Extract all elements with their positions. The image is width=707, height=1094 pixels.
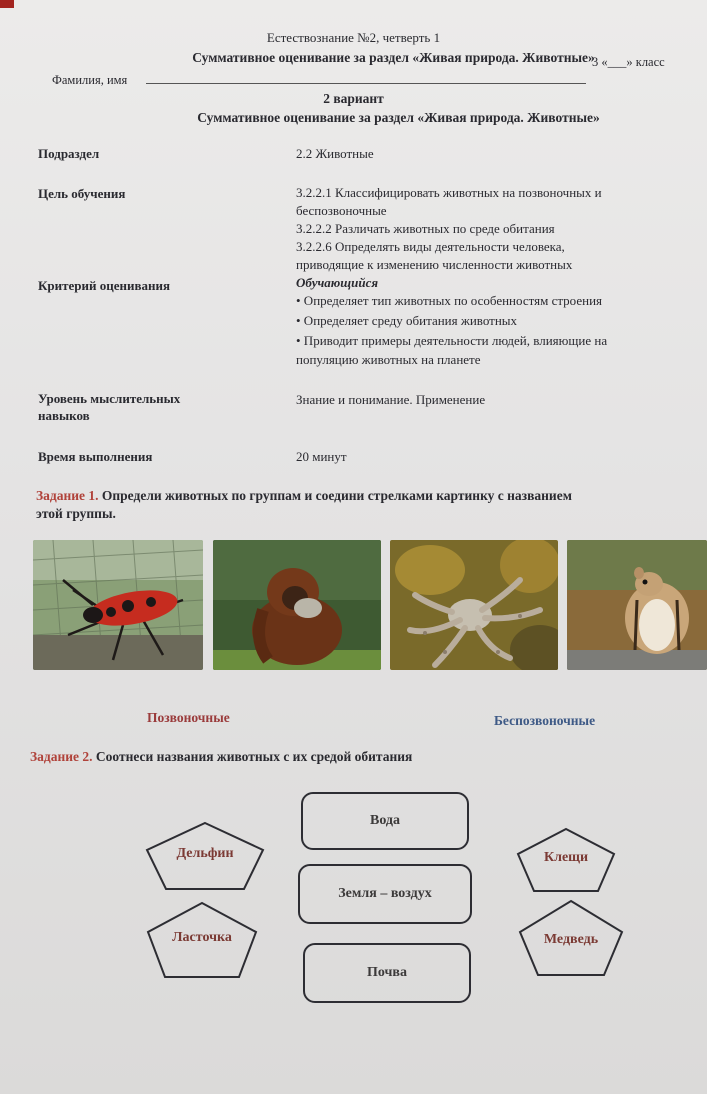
orangutan-photo[interactable] [213,540,381,670]
firebug-photo[interactable] [33,540,203,670]
task1-text: Определи животных по группам и соедини стрелками картинку с названием [101,488,572,503]
thinking-level-label: навыков [38,408,90,423]
duration-label: Время выполнения [38,449,153,464]
class-label: 3 «___» класс [592,55,665,69]
octopus-photo[interactable] [390,540,558,670]
corner-mark [0,0,14,8]
subject-line: Естествознание №2, четверть 1 [266,30,441,45]
task2-instructions [30,749,412,765]
variant-label: 2 вариант [323,91,384,106]
chipmunk-photo[interactable] [567,540,707,670]
habitat-water-box[interactable]: Вода [301,792,469,850]
criteria-line: • Приводит примеры деятельности людей, влияющие на [296,333,608,348]
task2-prefix: Задание 2. [30,749,93,764]
criteria-heading: Обучающийся [296,275,379,290]
animal-ticks-label[interactable]: Клещи [543,850,589,865]
page-title-2: Суммативное оценивание за раздел «Живая природа. Животные» [197,110,600,125]
task1-text-2: этой группы. [36,506,116,521]
learning-goal-line: беспозвоночные [296,203,387,218]
animal-swallow-label[interactable]: Ласточка [172,930,232,945]
animal-bear-label[interactable]: Медведь [543,932,599,947]
animal-dolphin-label[interactable]: Дельфин [176,846,234,861]
subsection-label: Подраздел [38,146,100,161]
learning-goal-line: приводящие к изменению численности животных [296,257,573,272]
learning-goal-line: 3.2.2.1 Классифицировать животных на позвоночных и [296,185,602,200]
criteria-line: популяцию животных на планете [296,352,481,367]
page-title: Суммативное оценивание за раздел «Живая природа. Животные» [192,50,595,65]
task1-instructions [36,487,572,523]
duration-value: 20 минут [296,449,347,464]
name-label: Фамилия, имя [52,73,128,87]
learning-goal-label: Цель обучения [38,186,126,201]
subsection-value: 2.2 Животные [296,146,374,161]
criteria-line: • Определяет тип животных по особенностям строения [296,293,603,308]
criteria-label: Критерий оценивания [38,278,171,293]
task2-text: Соотнеси названия животных с их средой обитания [95,749,413,764]
learning-goal-line: 3.2.2.2 Различать животных по среде обитания [296,221,555,236]
criteria-line: • Определяет среду обитания животных [296,313,518,328]
invertebrates-label[interactable]: Беспозвоночные [494,713,596,728]
thinking-level-label: Уровень мыслительных [38,391,181,406]
thinking-level-value: Знание и понимание. Применение [296,392,486,407]
name-input-line[interactable] [146,83,586,84]
vertebrates-label[interactable]: Позвоночные [147,710,230,725]
habitat-land-air-box[interactable]: Земля – воздух [298,864,472,924]
habitat-soil-box[interactable]: Почва [303,943,471,1003]
learning-goal-line: 3.2.2.6 Определять виды деятельности человека, [296,239,565,254]
task1-prefix: Задание 1. [36,488,99,503]
